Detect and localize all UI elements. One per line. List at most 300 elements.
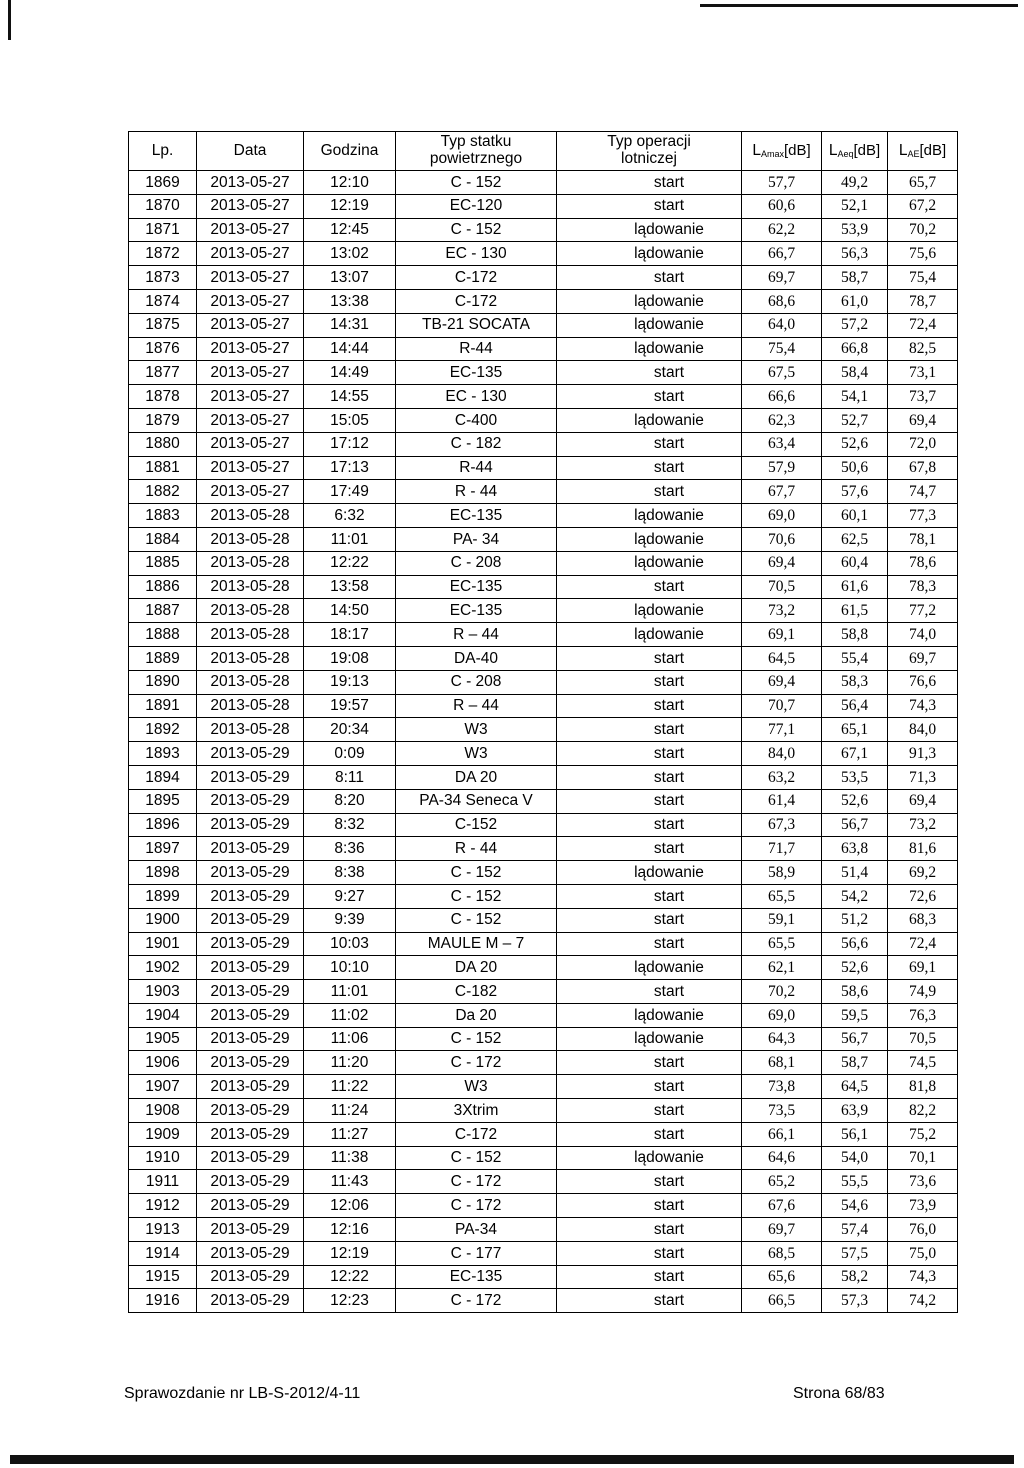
cell-lae: 75,6 [888, 242, 958, 266]
cell-lamax: 67,7 [742, 480, 822, 504]
cell-date: 2013-05-29 [197, 1146, 304, 1170]
cell-laeq: 67,1 [822, 742, 888, 766]
cell-lae: 74,3 [888, 1265, 958, 1289]
cell-lp: 1872 [129, 242, 197, 266]
cell-lamax: 63,4 [742, 432, 822, 456]
cell-lae: 69,1 [888, 956, 958, 980]
cell-date: 2013-05-28 [197, 694, 304, 718]
table-row [129, 194, 958, 218]
cell-lae: 69,7 [888, 646, 958, 670]
cell-time: 6:32 [304, 504, 396, 528]
cell-laeq: 61,6 [822, 575, 888, 599]
cell-time: 12:10 [304, 171, 396, 195]
cell-lp: 1911 [129, 1170, 197, 1194]
cell-operation-type: start [557, 813, 742, 837]
cell-laeq: 56,7 [822, 813, 888, 837]
cell-aircraft-type: C-152 [396, 813, 557, 837]
cell-aircraft-type: R – 44 [396, 623, 557, 647]
cell-lae: 73,1 [888, 361, 958, 385]
cell-lae: 74,9 [888, 980, 958, 1004]
cell-date: 2013-05-27 [197, 194, 304, 218]
cell-laeq: 64,5 [822, 1075, 888, 1099]
cell-aircraft-type: PA-34 [396, 1218, 557, 1242]
cell-date: 2013-05-29 [197, 1027, 304, 1051]
cell-aircraft-type: C - 182 [396, 432, 557, 456]
cell-date: 2013-05-28 [197, 646, 304, 670]
cell-date: 2013-05-27 [197, 337, 304, 361]
cell-date: 2013-05-29 [197, 1218, 304, 1242]
cell-aircraft-type: R-44 [396, 337, 557, 361]
header-laeq-subscript: Aeq [837, 148, 854, 159]
cell-laeq: 54,2 [822, 884, 888, 908]
table-header-row [129, 132, 958, 171]
cell-lp: 1870 [129, 194, 197, 218]
table-row [129, 789, 958, 813]
cell-time: 11:24 [304, 1099, 396, 1123]
cell-time: 11:22 [304, 1075, 396, 1099]
cell-lamax: 63,2 [742, 765, 822, 789]
cell-lae: 78,3 [888, 575, 958, 599]
cell-aircraft-type: R-44 [396, 456, 557, 480]
cell-lamax: 69,7 [742, 266, 822, 290]
cell-operation-type: lądowanie [557, 861, 742, 885]
cell-time: 8:20 [304, 789, 396, 813]
cell-laeq: 53,9 [822, 218, 888, 242]
cell-lae: 76,6 [888, 670, 958, 694]
cell-lamax: 60,6 [742, 194, 822, 218]
cell-laeq: 54,1 [822, 385, 888, 409]
cell-lp: 1888 [129, 623, 197, 647]
cell-lp: 1913 [129, 1218, 197, 1242]
cell-operation-type: start [557, 1265, 742, 1289]
header-laeq-unit: [dB] [853, 141, 881, 159]
cell-time: 8:32 [304, 813, 396, 837]
cell-date: 2013-05-28 [197, 527, 304, 551]
cell-date: 2013-05-29 [197, 1051, 304, 1075]
cell-lp: 1892 [129, 718, 197, 742]
cell-operation-type: lądowanie [557, 242, 742, 266]
cell-lae: 74,0 [888, 623, 958, 647]
cell-laeq: 58,8 [822, 623, 888, 647]
cell-time: 14:50 [304, 599, 396, 623]
cell-time: 12:06 [304, 1194, 396, 1218]
cell-lae: 77,3 [888, 504, 958, 528]
cell-lae: 74,3 [888, 694, 958, 718]
cell-date: 2013-05-29 [197, 956, 304, 980]
cell-date: 2013-05-29 [197, 1194, 304, 1218]
cell-operation-type: lądowanie [557, 313, 742, 337]
header-laeq [822, 132, 888, 171]
cell-lae: 91,3 [888, 742, 958, 766]
cell-lp: 1897 [129, 837, 197, 861]
cell-lae: 69,4 [888, 789, 958, 813]
cell-aircraft-type: C-172 [396, 266, 557, 290]
table-row [129, 956, 958, 980]
table-row [129, 623, 958, 647]
cell-lamax: 77,1 [742, 718, 822, 742]
cell-operation-type: start [557, 194, 742, 218]
cell-operation-type: start [557, 884, 742, 908]
cell-date: 2013-05-29 [197, 932, 304, 956]
cell-lp: 1915 [129, 1265, 197, 1289]
cell-laeq: 53,5 [822, 765, 888, 789]
cell-date: 2013-05-28 [197, 599, 304, 623]
cell-lamax: 64,3 [742, 1027, 822, 1051]
cell-lamax: 62,2 [742, 218, 822, 242]
cell-lp: 1881 [129, 456, 197, 480]
cell-operation-type: start [557, 1170, 742, 1194]
cell-lae: 67,2 [888, 194, 958, 218]
header-aircraft-type-line2: powietrznego [429, 150, 523, 167]
cell-date: 2013-05-27 [197, 289, 304, 313]
cell-date: 2013-05-27 [197, 456, 304, 480]
cell-operation-type: start [557, 1051, 742, 1075]
cell-lae: 76,0 [888, 1218, 958, 1242]
cell-aircraft-type: DA 20 [396, 956, 557, 980]
table-body [129, 171, 958, 1313]
cell-operation-type: lądowanie [557, 551, 742, 575]
table-row [129, 289, 958, 313]
cell-lp: 1908 [129, 1099, 197, 1123]
cell-time: 14:44 [304, 337, 396, 361]
cell-lp: 1894 [129, 765, 197, 789]
table-row [129, 575, 958, 599]
cell-date: 2013-05-27 [197, 385, 304, 409]
cell-lamax: 69,4 [742, 670, 822, 694]
cell-date: 2013-05-28 [197, 575, 304, 599]
noise-measurement-table [128, 131, 958, 1313]
cell-operation-type: start [557, 789, 742, 813]
cell-aircraft-type: R - 44 [396, 480, 557, 504]
cell-time: 12:16 [304, 1218, 396, 1242]
cell-lamax: 67,6 [742, 1194, 822, 1218]
cell-lamax: 73,8 [742, 1075, 822, 1099]
cell-lp: 1893 [129, 742, 197, 766]
cell-lae: 72,6 [888, 884, 958, 908]
cell-laeq: 56,7 [822, 1027, 888, 1051]
cell-aircraft-type: EC - 130 [396, 242, 557, 266]
header-date: Data [197, 132, 304, 171]
cell-time: 8:11 [304, 765, 396, 789]
cell-laeq: 55,5 [822, 1170, 888, 1194]
cell-laeq: 57,6 [822, 480, 888, 504]
cell-aircraft-type: C - 208 [396, 670, 557, 694]
cell-laeq: 58,7 [822, 1051, 888, 1075]
cell-aircraft-type: DA 20 [396, 765, 557, 789]
cell-lp: 1904 [129, 1003, 197, 1027]
cell-operation-type: lądowanie [557, 1027, 742, 1051]
cell-laeq: 60,4 [822, 551, 888, 575]
cell-lamax: 69,1 [742, 623, 822, 647]
table-row [129, 408, 958, 432]
cell-time: 13:38 [304, 289, 396, 313]
header-lamax-symbol: L [752, 141, 761, 159]
cell-aircraft-type: C - 152 [396, 861, 557, 885]
cell-laeq: 57,4 [822, 1218, 888, 1242]
table-row [129, 1194, 958, 1218]
cell-aircraft-type: W3 [396, 1075, 557, 1099]
table-row [129, 908, 958, 932]
cell-lamax: 73,5 [742, 1099, 822, 1123]
table-row [129, 480, 958, 504]
cell-lp: 1900 [129, 908, 197, 932]
cell-laeq: 57,3 [822, 1289, 888, 1313]
cell-time: 12:22 [304, 1265, 396, 1289]
cell-operation-type: start [557, 670, 742, 694]
cell-laeq: 50,6 [822, 456, 888, 480]
cell-aircraft-type: C - 152 [396, 884, 557, 908]
cell-lae: 78,1 [888, 527, 958, 551]
header-operation-type [557, 132, 742, 171]
cell-aircraft-type: EC-135 [396, 504, 557, 528]
cell-date: 2013-05-28 [197, 551, 304, 575]
cell-lamax: 68,6 [742, 289, 822, 313]
cell-time: 8:38 [304, 861, 396, 885]
cell-aircraft-type: C - 172 [396, 1194, 557, 1218]
cell-date: 2013-05-29 [197, 980, 304, 1004]
cell-date: 2013-05-27 [197, 313, 304, 337]
cell-lamax: 64,6 [742, 1146, 822, 1170]
cell-lae: 67,8 [888, 456, 958, 480]
cell-aircraft-type: EC-135 [396, 575, 557, 599]
cell-lae: 70,5 [888, 1027, 958, 1051]
cell-lae: 70,2 [888, 218, 958, 242]
page-number: Strona 68/83 [793, 1385, 885, 1402]
cell-lp: 1875 [129, 313, 197, 337]
table-row [129, 527, 958, 551]
cell-laeq: 63,9 [822, 1099, 888, 1123]
cell-time: 11:01 [304, 980, 396, 1004]
cell-date: 2013-05-29 [197, 908, 304, 932]
cell-aircraft-type: EC-135 [396, 361, 557, 385]
cell-lp: 1882 [129, 480, 197, 504]
cell-lae: 69,2 [888, 861, 958, 885]
cell-operation-type: start [557, 908, 742, 932]
cell-lae: 73,2 [888, 813, 958, 837]
table-row [129, 385, 958, 409]
cell-lamax: 66,7 [742, 242, 822, 266]
cell-lae: 68,3 [888, 908, 958, 932]
cell-time: 11:01 [304, 527, 396, 551]
cell-laeq: 56,4 [822, 694, 888, 718]
cell-lp: 1886 [129, 575, 197, 599]
cell-time: 12:23 [304, 1289, 396, 1313]
cell-lp: 1879 [129, 408, 197, 432]
cell-laeq: 63,8 [822, 837, 888, 861]
cell-aircraft-type: Da 20 [396, 1003, 557, 1027]
cell-lp: 1884 [129, 527, 197, 551]
cell-lamax: 67,3 [742, 813, 822, 837]
cell-lae: 75,2 [888, 1122, 958, 1146]
table-row [129, 694, 958, 718]
cell-aircraft-type: C-182 [396, 980, 557, 1004]
cell-operation-type: start [557, 980, 742, 1004]
cell-lae: 81,8 [888, 1075, 958, 1099]
header-lae [888, 132, 958, 171]
cell-laeq: 51,2 [822, 908, 888, 932]
cell-operation-type: lądowanie [557, 289, 742, 313]
cell-laeq: 56,1 [822, 1122, 888, 1146]
cell-aircraft-type: C - 172 [396, 1289, 557, 1313]
cell-laeq: 52,7 [822, 408, 888, 432]
cell-lae: 69,4 [888, 408, 958, 432]
cell-lp: 1914 [129, 1241, 197, 1265]
cell-aircraft-type: C - 172 [396, 1051, 557, 1075]
table-row [129, 432, 958, 456]
cell-date: 2013-05-29 [197, 765, 304, 789]
cell-time: 17:12 [304, 432, 396, 456]
cell-lp: 1877 [129, 361, 197, 385]
table-row [129, 1122, 958, 1146]
table-row [129, 742, 958, 766]
cell-operation-type: start [557, 171, 742, 195]
cell-operation-type: lądowanie [557, 623, 742, 647]
cell-laeq: 49,2 [822, 171, 888, 195]
cell-time: 20:34 [304, 718, 396, 742]
cell-lp: 1909 [129, 1122, 197, 1146]
cell-lamax: 68,5 [742, 1241, 822, 1265]
cell-lamax: 70,5 [742, 575, 822, 599]
cell-aircraft-type: C-400 [396, 408, 557, 432]
cell-lae: 75,4 [888, 266, 958, 290]
cell-lae: 72,0 [888, 432, 958, 456]
cell-operation-type: start [557, 385, 742, 409]
cell-time: 8:36 [304, 837, 396, 861]
cell-lp: 1885 [129, 551, 197, 575]
cell-lamax: 66,5 [742, 1289, 822, 1313]
cell-laeq: 60,1 [822, 504, 888, 528]
cell-lamax: 70,6 [742, 527, 822, 551]
cell-date: 2013-05-28 [197, 718, 304, 742]
cell-laeq: 57,2 [822, 313, 888, 337]
table-row [129, 1218, 958, 1242]
cell-lae: 72,4 [888, 313, 958, 337]
cell-lp: 1889 [129, 646, 197, 670]
table-row [129, 171, 958, 195]
cell-time: 13:02 [304, 242, 396, 266]
cell-operation-type: lądowanie [557, 408, 742, 432]
header-lae-subscript: AE [907, 148, 920, 159]
cell-lp: 1873 [129, 266, 197, 290]
cell-laeq: 61,0 [822, 289, 888, 313]
cell-lp: 1871 [129, 218, 197, 242]
cell-operation-type: start [557, 1075, 742, 1099]
cell-operation-type: lądowanie [557, 527, 742, 551]
cell-laeq: 58,6 [822, 980, 888, 1004]
cell-date: 2013-05-28 [197, 623, 304, 647]
cell-lp: 1874 [129, 289, 197, 313]
cell-lamax: 57,9 [742, 456, 822, 480]
cell-date: 2013-05-28 [197, 670, 304, 694]
cell-aircraft-type: EC-120 [396, 194, 557, 218]
table-row [129, 313, 958, 337]
header-laeq-symbol: L [828, 141, 838, 159]
cell-lamax: 70,7 [742, 694, 822, 718]
cell-lp: 1876 [129, 337, 197, 361]
cell-date: 2013-05-27 [197, 266, 304, 290]
cell-lamax: 69,4 [742, 551, 822, 575]
table-row [129, 551, 958, 575]
cell-operation-type: start [557, 932, 742, 956]
cell-laeq: 66,8 [822, 337, 888, 361]
cell-date: 2013-05-29 [197, 861, 304, 885]
header-operation-type-line1: Typ operacji [607, 133, 691, 151]
cell-lp: 1916 [129, 1289, 197, 1313]
cell-aircraft-type: R – 44 [396, 694, 557, 718]
table-row [129, 1170, 958, 1194]
cell-laeq: 52,6 [822, 432, 888, 456]
cell-lamax: 57,7 [742, 171, 822, 195]
cell-operation-type: lądowanie [557, 504, 742, 528]
cell-lp: 1905 [129, 1027, 197, 1051]
cell-time: 19:13 [304, 670, 396, 694]
cell-time: 10:10 [304, 956, 396, 980]
cell-date: 2013-05-29 [197, 742, 304, 766]
cell-aircraft-type: C - 177 [396, 1241, 557, 1265]
cell-lp: 1906 [129, 1051, 197, 1075]
table-row [129, 646, 958, 670]
cell-aircraft-type: TB-21 SOCATA [396, 313, 557, 337]
cell-lp: 1891 [129, 694, 197, 718]
table-row [129, 1146, 958, 1170]
header-operation-type-line2: lotniczej [621, 150, 677, 167]
table-row [129, 1099, 958, 1123]
cell-laeq: 52,1 [822, 194, 888, 218]
cell-lae: 76,3 [888, 1003, 958, 1027]
table-row [129, 837, 958, 861]
cell-aircraft-type: EC-135 [396, 599, 557, 623]
cell-lae: 77,2 [888, 599, 958, 623]
cell-lamax: 66,6 [742, 385, 822, 409]
table-row [129, 1027, 958, 1051]
cell-lamax: 71,7 [742, 837, 822, 861]
table-row [129, 242, 958, 266]
cell-time: 15:05 [304, 408, 396, 432]
cell-operation-type: lądowanie [557, 218, 742, 242]
table-row [129, 1075, 958, 1099]
table-row [129, 1265, 958, 1289]
cell-operation-type: start [557, 837, 742, 861]
cell-aircraft-type: EC-135 [396, 1265, 557, 1289]
cell-date: 2013-05-27 [197, 242, 304, 266]
cell-lp: 1901 [129, 932, 197, 956]
cell-operation-type: start [557, 1218, 742, 1242]
header-aircraft-type [396, 132, 557, 171]
cell-lamax: 64,0 [742, 313, 822, 337]
cell-operation-type: start [557, 456, 742, 480]
report-number: Sprawozdanie nr LB-S-2012/4-11 [124, 1385, 361, 1402]
cell-lamax: 66,1 [742, 1122, 822, 1146]
table-row [129, 765, 958, 789]
cell-laeq: 56,3 [822, 242, 888, 266]
cell-operation-type: lądowanie [557, 1003, 742, 1027]
cell-aircraft-type: 3Xtrim [396, 1099, 557, 1123]
cell-lamax: 65,5 [742, 932, 822, 956]
table-row [129, 599, 958, 623]
cell-lamax: 62,1 [742, 956, 822, 980]
cell-operation-type: start [557, 1122, 742, 1146]
header-lp: Lp. [129, 132, 197, 171]
cell-time: 11:43 [304, 1170, 396, 1194]
cell-lp: 1898 [129, 861, 197, 885]
cell-operation-type: start [557, 361, 742, 385]
cell-operation-type: start [557, 765, 742, 789]
cell-date: 2013-05-29 [197, 1170, 304, 1194]
cell-aircraft-type: W3 [396, 742, 557, 766]
cell-lp: 1880 [129, 432, 197, 456]
cell-date: 2013-05-27 [197, 171, 304, 195]
cell-time: 11:06 [304, 1027, 396, 1051]
